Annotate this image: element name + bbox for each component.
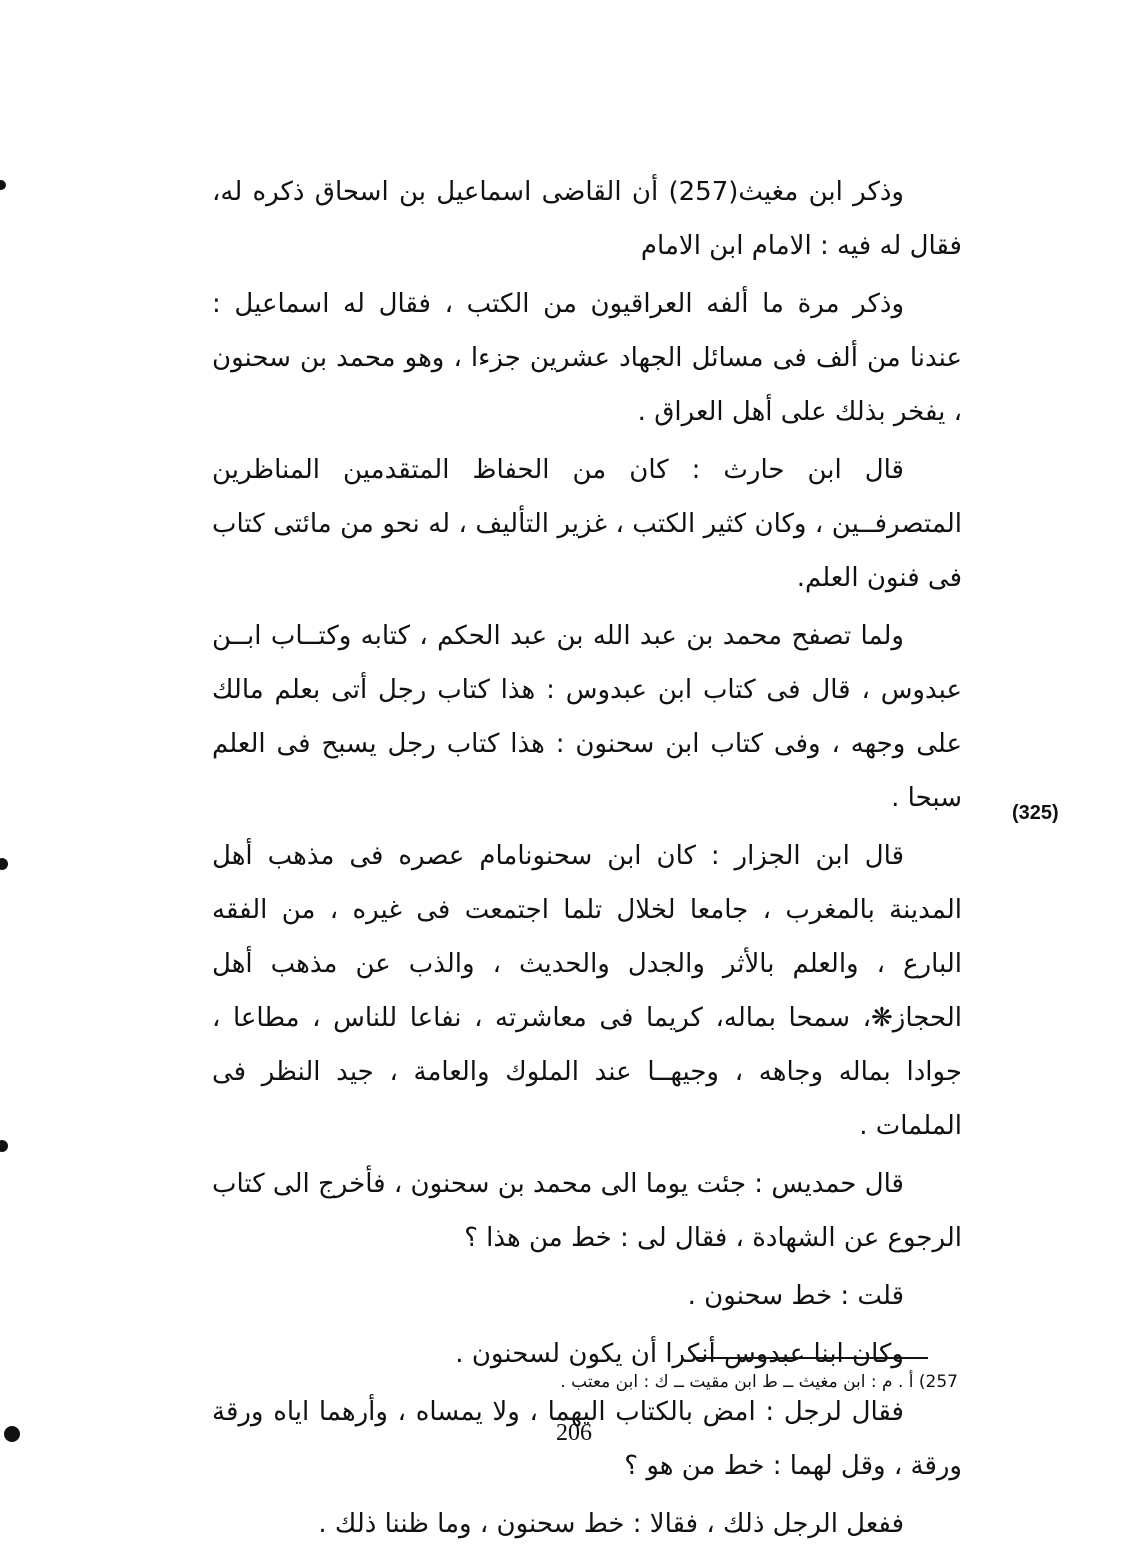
paragraph: قلت : خط سحنون .: [687, 1281, 904, 1311]
footnote: 257) أ . م : ابن مغيث ــ ط ابن مقيت ــ ك : ابن معتب .: [560, 1372, 958, 1392]
page-number: 206: [556, 1420, 592, 1446]
paragraph: وذكر ابن مغيث(257) أن القاضى اسماعيل بن اسحاق ذكره له، فقال له فيه : الامام ابن الامام: [212, 177, 962, 261]
margin-page-reference: (325): [1012, 802, 1059, 824]
paragraph: قال ابن الجزار : كان ابن سحنونامام عصره فى مذهب أهل المدينة بالمغرب ، جامعا لخلال تلما اجتمعت فى غيره ، من الفقه البارع ، والعلم بالأثر والجدل والحديث ، والذب عن مذهب أهل الحجاز❋، سمحا بماله، كريما فى معاشرته ، نفاعا للناس ، مطاعا ، جوادا بماله وجاهه ، وجيهــا عند الملوك والعامة ، جيد النظر فى الملمات .: [212, 841, 962, 1141]
paragraph: ولما تصفح محمد بن عبد الله بن عبد الحكم ، كتابه وكتــاب ابــن عبدوس ، قال فى كتاب ابن عبدوس : هذا كتاب رجل أتى بعلم مالك على وجهه ، وفى كتاب ابن سحنون : هذا كتاب رجل يسبح فى العلم سبحا .: [212, 621, 962, 813]
paragraph: قال حمديس : جئت يوما الى محمد بن سحنون ، فأخرج الى كتاب الرجوع عن الشهادة ، فقال لى : خط من هذا ؟: [212, 1169, 962, 1253]
scan-mark: [0, 1140, 8, 1152]
scan-mark: [0, 180, 6, 190]
paragraph: ففعل الرجل ذلك ، فقالا : خط سحنون ، وما ظننا ذلك .: [318, 1509, 904, 1539]
footnote-divider: [694, 1357, 928, 1359]
paragraph: قال ابن حارث : كان من الحفاظ المتقدمين المناظرين المتصرفــين ، وكان كثير الكتب ، غزير التأليف ، له نحو من مائتى كتاب فى فنون العلم.: [212, 455, 962, 593]
paragraph: وذكر مرة ما ألفه العراقيون من الكتب ، فقال له اسماعيل : عندنا من ألف فى مسائل الجهاد عشرين جزءا ، وهو محمد بن سحنون ، يفخر بذلك على أهل العراق .: [212, 289, 962, 427]
paragraph: وكان ابنا عبدوس أنكرا أن يكون لسحنون .: [455, 1339, 904, 1369]
scan-mark: [0, 858, 8, 870]
paragraph: فقال لرجل : امض بالكتاب اليهما ، ولا يمساه ، وأرهما اياه ورقة ورقة ، وقل لهما : خط من هو ؟: [212, 1397, 962, 1481]
body-text: [212, 165, 962, 1555]
